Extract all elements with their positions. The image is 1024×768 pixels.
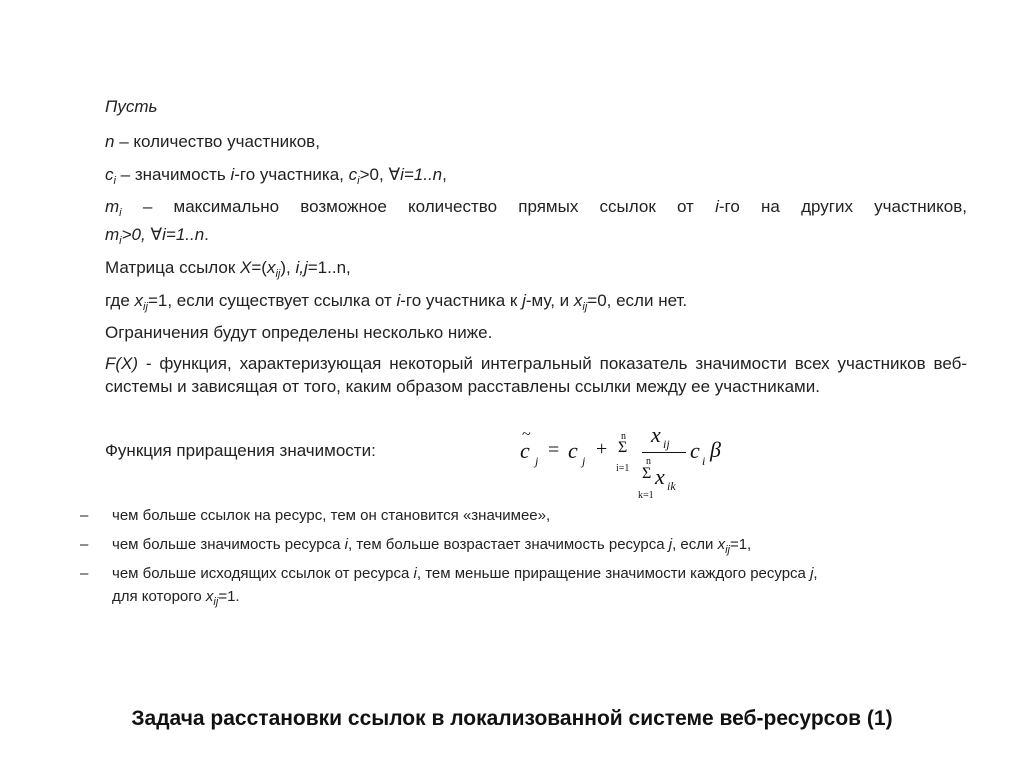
where-text-4: -му, и — [525, 291, 574, 310]
formula-sigma-i: Σ — [618, 439, 628, 456]
bullet-2-var-x: x — [717, 536, 726, 553]
sub-i-4: i — [119, 235, 122, 247]
bullet-3-sub-ij: ij — [213, 596, 219, 608]
var-c: c — [105, 165, 114, 184]
var-m: m — [105, 197, 120, 216]
formula-sub-i: i — [702, 454, 706, 468]
formula-sub-j: j — [535, 454, 539, 468]
bullet-2-part-2: , тем больше возрастает значимость ресурса — [347, 536, 669, 553]
slide-title: Задача расстановки ссылок в локализованной системе веб-ресурсов (1) — [131, 707, 893, 730]
bullet-2-part-3: , если — [672, 536, 718, 553]
var-c-2: c — [348, 165, 358, 184]
sub-i: i — [113, 175, 116, 187]
sub-ij-3: ij — [582, 301, 588, 313]
where-text-3: -го участника к — [400, 291, 523, 310]
bullet-text-3-cont — [112, 585, 968, 608]
c-definition-text-2: -го участника, — [234, 165, 349, 184]
matrix-definition — [105, 257, 967, 279]
fx-definition — [105, 353, 967, 398]
formula-beta: β — [710, 437, 721, 462]
var-ij: i,j — [295, 258, 308, 277]
where-text-5: =0, если нет. — [587, 291, 688, 310]
bullet-3-part-4: =1. — [218, 588, 240, 605]
bullet-2-part-1: чем больше значимость ресурса — [112, 536, 345, 553]
range-i-2: i=1..n — [162, 225, 205, 244]
sub-ij: ij — [275, 268, 281, 280]
formula-lower-k: k=1 — [638, 490, 654, 501]
sub-i-3: i — [119, 207, 122, 219]
bullet-3-comma: , — [813, 565, 818, 582]
intro-line — [105, 96, 967, 118]
n-definition-text: – количество участников, — [114, 132, 320, 151]
formula-tilde: ~ — [522, 426, 531, 443]
bullet-3-part-1: чем больше исходящих ссылок от ресурса — [112, 565, 414, 582]
sub-ij-2: ij — [143, 301, 148, 313]
m-definition-text-2: -го на других участников, — [718, 197, 968, 216]
m-definition — [105, 196, 967, 219]
bullet-dash-3: – — [80, 565, 89, 582]
formula-lower-i: i=1 — [616, 463, 630, 474]
var-m-2: m — [105, 225, 120, 244]
formula-c: c — [568, 438, 578, 463]
bullet-dash-2: – — [80, 536, 89, 553]
formula-upper-n: n — [621, 431, 626, 442]
var-i: i — [230, 165, 235, 184]
forall-symbol: ∀ — [388, 165, 401, 184]
formula-sigma-k: Σ — [642, 465, 652, 482]
bullet-3-var-x: x — [205, 588, 214, 605]
var-n: n — [105, 132, 115, 151]
formula-x-ik: x — [655, 464, 665, 489]
formula-sub-j-2: j — [582, 454, 586, 468]
where-text-1: где — [105, 291, 135, 310]
formula-upper-n-2: n — [646, 456, 651, 467]
formula-sub-ij: ij — [663, 437, 670, 451]
fx-name: F(X) — [105, 354, 139, 373]
m-condition — [105, 224, 967, 246]
formula-c-i: c — [690, 438, 700, 463]
forall-symbol-2: ∀ — [150, 225, 163, 244]
n-definition — [105, 131, 967, 153]
bullet-2-sub-ij: ij — [725, 544, 730, 556]
c-definition-text-1: – значимость — [115, 165, 231, 184]
bullet-text-2 — [112, 533, 968, 556]
formula-x-ij: x — [651, 422, 661, 447]
var-i-3: i — [396, 291, 401, 310]
bullet-dash-1: – — [80, 507, 89, 524]
range-i: i=1..n — [400, 165, 443, 184]
formula-sub-ik: ik — [667, 479, 676, 493]
bullet-3-part-2: , тем меньше приращение значимости каждого ресурса — [416, 565, 811, 582]
formula-c-tilde: c — [520, 438, 530, 463]
increment-formula — [518, 424, 738, 504]
increment-label: Функция приращения значимости: — [105, 441, 376, 460]
var-x: x — [266, 258, 276, 277]
formula-equals: = — [548, 439, 560, 461]
m-condition-text: >0, — [121, 225, 151, 244]
bullet-text-1: чем больше ссылок на ресурс, тем он становится «значимее», — [112, 507, 551, 524]
var-X: X — [240, 258, 252, 277]
c-condition: >0, — [359, 165, 389, 184]
where-definition — [105, 290, 967, 312]
formula-plus: + — [596, 438, 608, 460]
var-j: j — [522, 291, 526, 310]
sub-i-2: i — [357, 175, 360, 187]
bullet-3-part-3: для которого — [112, 588, 206, 605]
bullet-2-var-j: j — [668, 536, 673, 553]
formula-fraction-bar — [642, 452, 686, 453]
matrix-text-2: =( — [251, 258, 267, 277]
constraints-line — [105, 322, 967, 344]
constraints-text: Ограничения будут определены несколько ниже. — [105, 323, 493, 342]
matrix-text-1: Матрица ссылок — [105, 258, 241, 277]
var-x-3: x — [573, 291, 583, 310]
bullet-text-3 — [112, 562, 968, 585]
m-definition-text-1: – максимально возможное количество прямых ссылок от — [121, 197, 716, 216]
comma: , — [442, 165, 447, 184]
matrix-text-3: ), — [280, 258, 296, 277]
var-x-2: x — [134, 291, 144, 310]
var-i-2: i — [715, 197, 719, 216]
period: . — [204, 225, 209, 244]
fx-definition-text: - функция, характеризующая некоторый интегральный показатель значимости всех участников веб-системы и зависящая от того, каким образом расставлены ссылки между ее участниками. — [105, 354, 967, 396]
intro-word: Пусть — [105, 97, 158, 116]
bullet-3-var-j: j — [810, 565, 814, 582]
where-text-2: =1, если существует ссылка от — [147, 291, 397, 310]
bullet-2-part-4: =1, — [729, 536, 752, 553]
bullet-3-var-i: i — [413, 565, 417, 582]
bullet-2-var-i: i — [344, 536, 348, 553]
c-definition — [105, 164, 967, 186]
matrix-text-4: =1..n, — [307, 258, 351, 277]
